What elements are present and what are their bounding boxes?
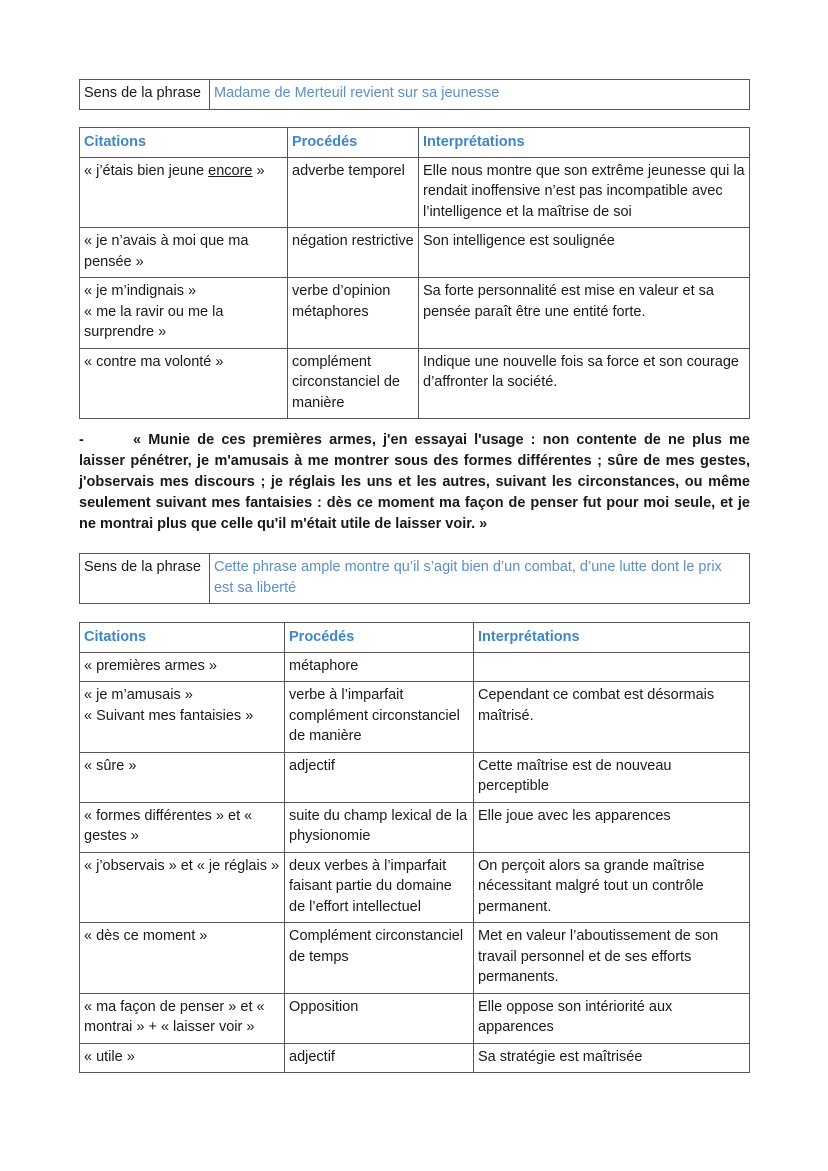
procede-cell: deux verbes à l’imparfait faisant partie du domaine de l’effort intellectuel [285, 852, 474, 923]
table-row [80, 923, 750, 994]
interpretation-cell: Elle joue avec les apparences [474, 802, 750, 852]
table-row [80, 682, 750, 753]
interpretation-cell: Elle oppose son intériorité aux apparences [474, 993, 750, 1043]
citation-cell: « dès ce moment » [80, 923, 285, 994]
interpretation-cell: Elle nous montre que son extrême jeunesse qui la rendait inoffensive n’est pas incompatible avec l’intelligence et la maîtrise de soi [419, 157, 750, 228]
interpretation-cell: Cependant ce combat est désormais maîtrisé. [474, 682, 750, 753]
quote-text: « Munie de ces premières armes, j'en essayai l'usage : non contente de ne plus me laisser pénétrer, je m'amusais à me montrer sous des formes différentes ; sûre de mes gestes, j'observais mes discours ; je réglais les uns et les autres, suivant les circonstances, ou même seulement suivant mes fantaisies : dès ce moment ma façon de penser fut pour moi seule, et je ne montrai plus que celle qu'il m'était utile de laisser voir. » [79, 432, 750, 532]
header-interpretations: Interprétations [474, 623, 750, 653]
sense-label: Sens de la phrase [80, 80, 210, 110]
table-row [80, 752, 750, 802]
citation-underlined: encore [208, 162, 253, 179]
sense-row [80, 80, 750, 110]
analysis-table-1 [79, 127, 750, 419]
interpretation-cell: Cette maîtrise est de nouveau perceptible [474, 752, 750, 802]
header-procedes: Procédés [288, 128, 419, 158]
procede-cell: complément circonstanciel de manière [288, 348, 419, 419]
analysis-table-2 [79, 622, 750, 1073]
header-citations: Citations [80, 128, 288, 158]
list-dash: - [79, 432, 84, 448]
citation-line: « je m’indignais » [84, 283, 197, 299]
citation-line: « je m’amusais » [84, 687, 193, 703]
citation-cell [80, 157, 288, 228]
table-row [80, 852, 750, 923]
citation-cell: « je n’avais à moi que ma pensée » [80, 228, 288, 278]
procede-cell [285, 682, 474, 753]
table-row [80, 1043, 750, 1073]
interpretation-cell: On perçoit alors sa grande maîtrise nécessitant malgré tout un contrôle permanent. [474, 852, 750, 923]
citation-cell: « contre ma volonté » [80, 348, 288, 419]
citation-text-end: » [252, 162, 265, 179]
table-row [80, 278, 750, 349]
procede-cell: adjectif [285, 752, 474, 802]
procede-cell: Complément circonstanciel de temps [285, 923, 474, 994]
procede-cell: Opposition [285, 993, 474, 1043]
procede-cell: métaphore [285, 652, 474, 682]
interpretation-cell: Sa stratégie est maîtrisée [474, 1043, 750, 1073]
interpretation-cell: Met en valeur l’aboutissement de son travail personnel et de ses efforts permanents. [474, 923, 750, 994]
table-header-row [80, 128, 750, 158]
procede-line: métaphores [292, 303, 369, 320]
citation-cell: « formes différentes » et « gestes » [80, 802, 285, 852]
citation-cell [80, 682, 285, 753]
procede-cell: négation restrictive [288, 228, 419, 278]
interpretation-cell: Sa forte personnalité est mise en valeur et sa pensée paraît être une entité forte. [419, 278, 750, 349]
sense-value: Madame de Merteuil revient sur sa jeunesse [210, 80, 750, 110]
table-header-row [80, 623, 750, 653]
procede-cell: adjectif [285, 1043, 474, 1073]
procede-line: complément circonstanciel de manière [289, 707, 460, 744]
citation-line: « me la ravir ou me la surprendre » [84, 303, 224, 340]
header-interpretations: Interprétations [419, 128, 750, 158]
procede-line: verbe d’opinion [292, 283, 391, 299]
table-row [80, 652, 750, 682]
citation-text: « j’étais bien jeune [84, 162, 209, 179]
procede-line: verbe à l’imparfait [289, 687, 404, 703]
quote-paragraph [79, 430, 750, 535]
table-row [80, 802, 750, 852]
table-row [80, 157, 750, 228]
citation-cell: « sûre » [80, 752, 285, 802]
citation-cell: « j’observais » et « je réglais » [80, 852, 285, 923]
citation-line: « Suivant mes fantaisies » [84, 707, 254, 724]
header-procedes: Procédés [285, 623, 474, 653]
header-citations: Citations [80, 623, 285, 653]
sense-label: Sens de la phrase [80, 554, 210, 604]
citation-cell: « ma façon de penser » et « montrai » + « laisser voir » [80, 993, 285, 1043]
table-row [80, 228, 750, 278]
sense-table-1 [79, 79, 750, 110]
citation-cell [80, 278, 288, 349]
interpretation-cell: Indique une nouvelle fois sa force et son courage d’affronter la société. [419, 348, 750, 419]
procede-cell: suite du champ lexical de la physionomie [285, 802, 474, 852]
procede-cell [288, 278, 419, 349]
citation-cell: « utile » [80, 1043, 285, 1073]
interpretation-cell [474, 652, 750, 682]
sense-row [80, 554, 750, 604]
procede-cell: adverbe temporel [288, 157, 419, 228]
table-row [80, 348, 750, 419]
sense-value: Cette phrase ample montre qu’il s’agit bien d’un combat, d’une lutte dont le prix est sa liberté [210, 554, 750, 604]
table-row [80, 993, 750, 1043]
citation-cell: « premières armes » [80, 652, 285, 682]
interpretation-cell: Son intelligence est soulignée [419, 228, 750, 278]
sense-table-2 [79, 553, 750, 604]
